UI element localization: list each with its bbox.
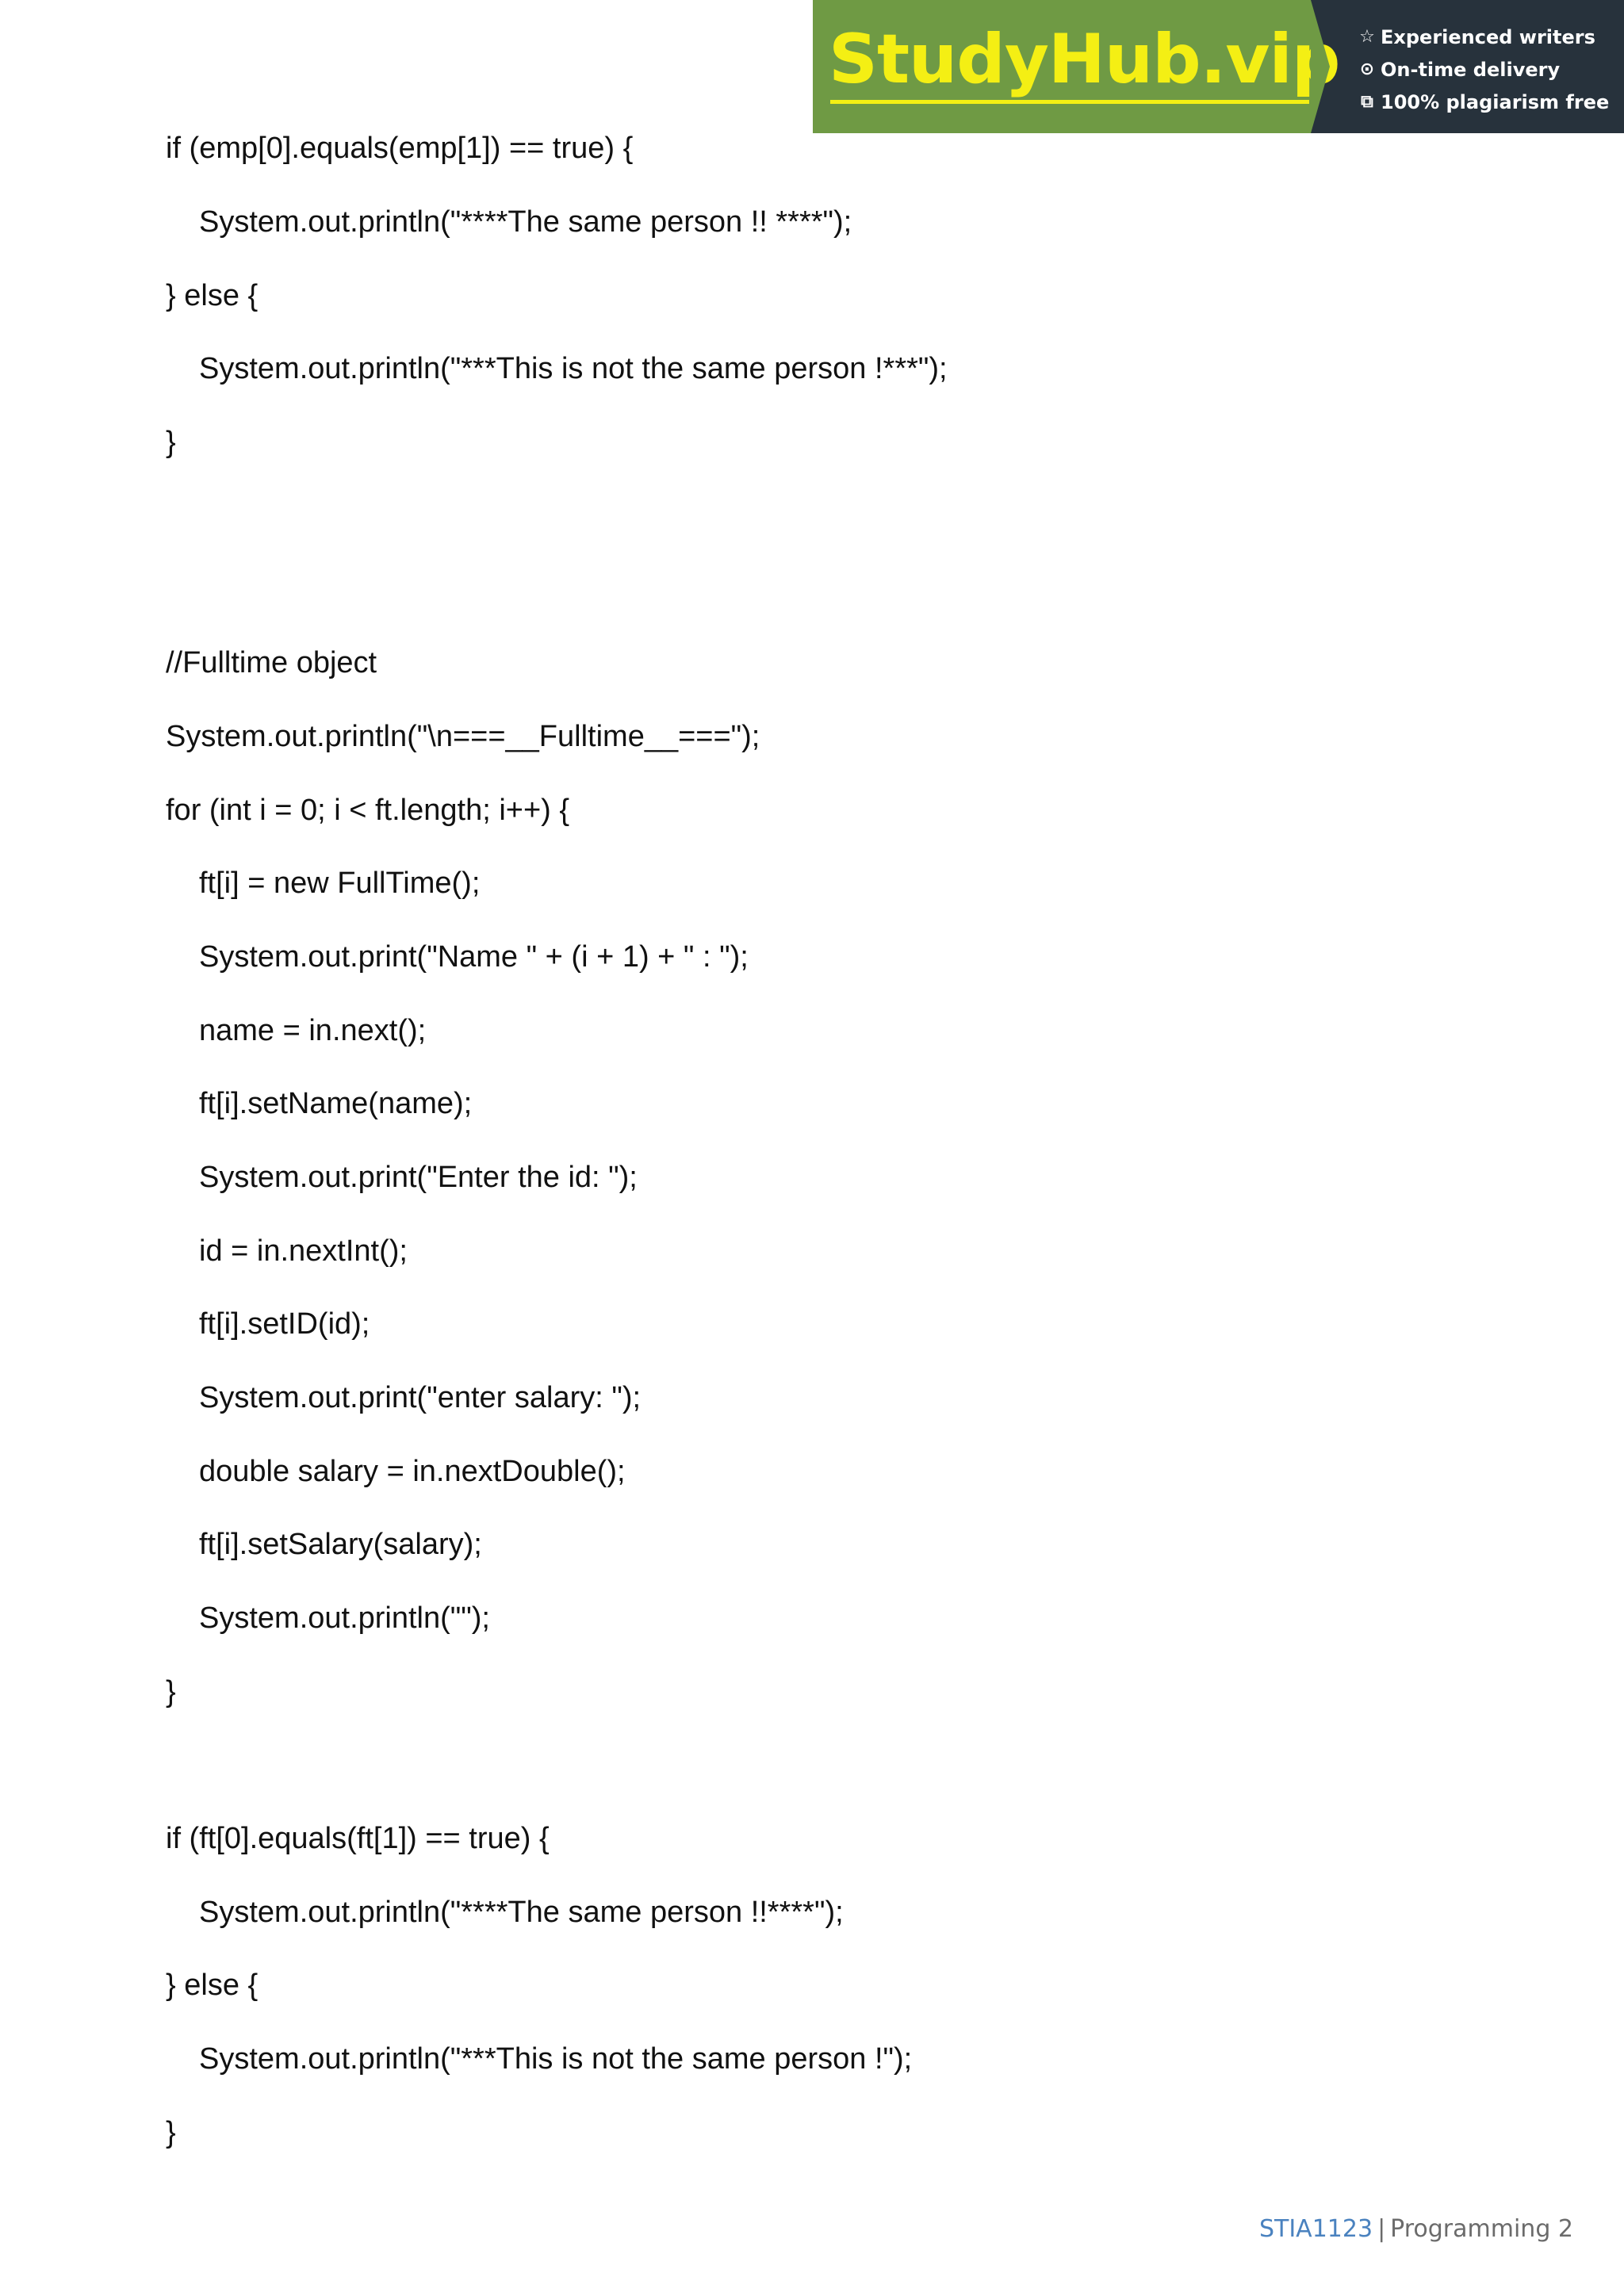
course-code: STIA1123	[1258, 2215, 1373, 2243]
code-line: System.out.println("****The same person !!****");	[199, 1896, 844, 1929]
code-line: }	[166, 2116, 176, 2149]
code-line: System.out.println("***This is not the same person !");	[199, 2042, 913, 2076]
course-subject: Programming 2	[1390, 2215, 1573, 2243]
code-line: ft[i].setSalary(salary);	[199, 1528, 482, 1561]
code-line: ft[i].setID(id);	[199, 1307, 370, 1341]
feature-label: On-time delivery	[1381, 58, 1561, 81]
code-line: System.out.println("****The same person !! ****");	[199, 205, 852, 239]
code-line: for (int i = 0; i < ft.length; i++) {	[166, 794, 570, 827]
feature-label: 100% plagiarism free	[1381, 90, 1610, 113]
code-line: System.out.println("\n===__Fulltime__===");	[166, 720, 760, 753]
code-line: System.out.print("enter salary: ");	[199, 1381, 642, 1414]
code-line: double salary = in.nextDouble();	[199, 1455, 626, 1488]
code-line: if (emp[0].equals(emp[1]) == true) {	[166, 132, 634, 165]
code-line: }	[166, 1675, 176, 1709]
code-line: ft[i] = new FullTime();	[199, 867, 481, 900]
code-line: System.out.print("Name " + (i + 1) + " : ");	[199, 940, 749, 974]
code-line: id = in.nextInt();	[199, 1234, 408, 1268]
features-panel	[1311, 0, 1624, 133]
star-outline-icon: ☆	[1359, 26, 1375, 47]
brand-underline	[830, 100, 1309, 104]
code-line: }	[166, 426, 176, 459]
brand-logo: StudyHub.vip	[829, 20, 1340, 99]
code-line: } else {	[166, 1969, 259, 2002]
feature-experienced-writers	[1358, 21, 1624, 53]
feature-plagiarism-free	[1358, 86, 1624, 118]
brand-panel	[813, 0, 1340, 133]
code-line: System.out.println("***This is not the same person !***");	[199, 352, 948, 385]
feature-on-time-delivery	[1358, 53, 1624, 86]
page-footer	[1259, 2214, 1573, 2245]
footer-separator: |	[1377, 2215, 1386, 2243]
studyhub-banner	[813, 0, 1624, 133]
banner-arrow	[1311, 0, 1330, 133]
code-line: } else {	[166, 279, 259, 312]
feature-label: Experienced writers	[1381, 25, 1595, 48]
code-comment: //Fulltime object	[166, 646, 377, 679]
code-line: ft[i].setName(name);	[199, 1087, 473, 1120]
clock-icon: ⊙	[1359, 59, 1375, 79]
code-line: name = in.next();	[199, 1014, 427, 1047]
code-line: System.out.print("Enter the id: ");	[199, 1161, 638, 1194]
copy-document-icon: ⧉	[1361, 91, 1373, 112]
code-line: System.out.println("");	[199, 1601, 490, 1635]
code-line: if (ft[0].equals(ft[1]) == true) {	[166, 1822, 550, 1855]
